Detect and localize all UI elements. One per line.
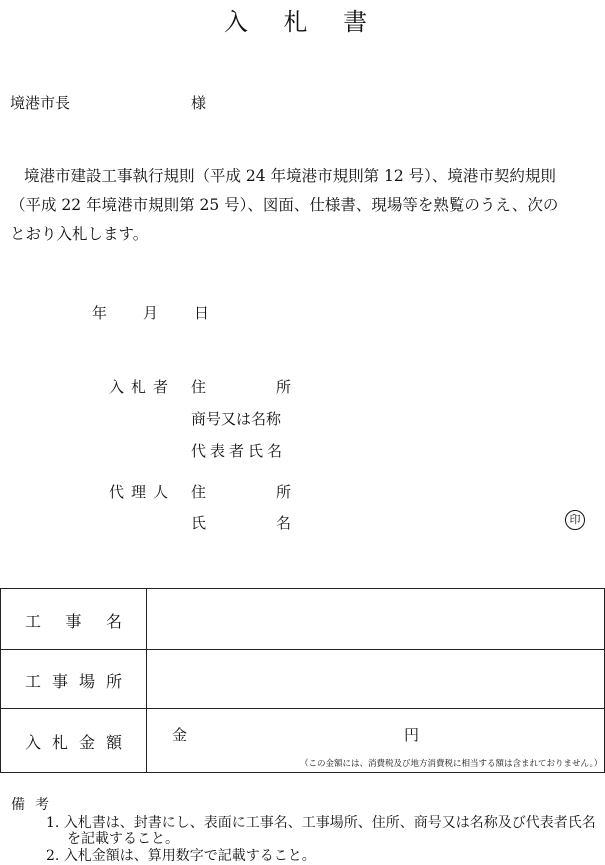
date-month-label: 月: [143, 304, 159, 322]
date-day-label: 日: [194, 304, 210, 322]
row-label-project-location: 工 事 場 所: [25, 672, 122, 691]
bidder-company-label: 商号又は名称: [191, 410, 282, 428]
row-label-bid-amount: 入 札 金 額: [25, 733, 122, 752]
bid-details-table: [0, 588, 605, 773]
remarks-heading: 備考: [11, 797, 59, 813]
bid-statement: [10, 162, 602, 249]
addressee-honorific: 様: [191, 94, 207, 112]
bidder-address-label: 住 所: [191, 378, 291, 396]
project-location-cell[interactable]: [147, 650, 603, 707]
agent-address-label: 住 所: [191, 483, 291, 501]
bidder-label: 入札者: [109, 378, 176, 396]
statement-line-2: （平成 22 年境港市規則第 25 号）、図面、仕様書、現場等を熟覧のうえ、次の: [10, 196, 559, 214]
remark-2: 2. 入札金額は、算用数字で記載すること。: [46, 848, 316, 864]
remark-1-continued: を記載すること。: [67, 831, 179, 847]
bidder-representative-label: 代表者氏名: [191, 442, 287, 460]
document-title: 入 札 書: [223, 8, 382, 36]
statement-line-3: とおり入札します。: [10, 225, 149, 243]
seal-mark-icon: 印: [565, 510, 585, 530]
amount-prefix: 金: [172, 726, 188, 744]
row-label-project-name: 工 事 名: [25, 612, 122, 631]
tax-exclusion-note: （この金額には、消費税及び地方消費税に相当する額は含まれておりません。）: [300, 759, 603, 769]
statement-line-1: 境港市建設工事執行規則（平成 24 年境港市規則第 12 号）、境港市契約規則: [24, 167, 556, 185]
project-name-cell[interactable]: [147, 590, 603, 648]
remark-1: 1. 入札書は、封書にし、表面に工事名、工事場所、住所、商号又は名称及び代表者氏名: [46, 815, 596, 831]
date-year-label: 年: [92, 304, 108, 322]
addressee-mayor: 境港市長: [10, 94, 71, 112]
agent-name-label: 氏 名: [191, 514, 291, 532]
agent-label: 代理人: [109, 483, 176, 501]
amount-unit: 円: [404, 726, 420, 744]
